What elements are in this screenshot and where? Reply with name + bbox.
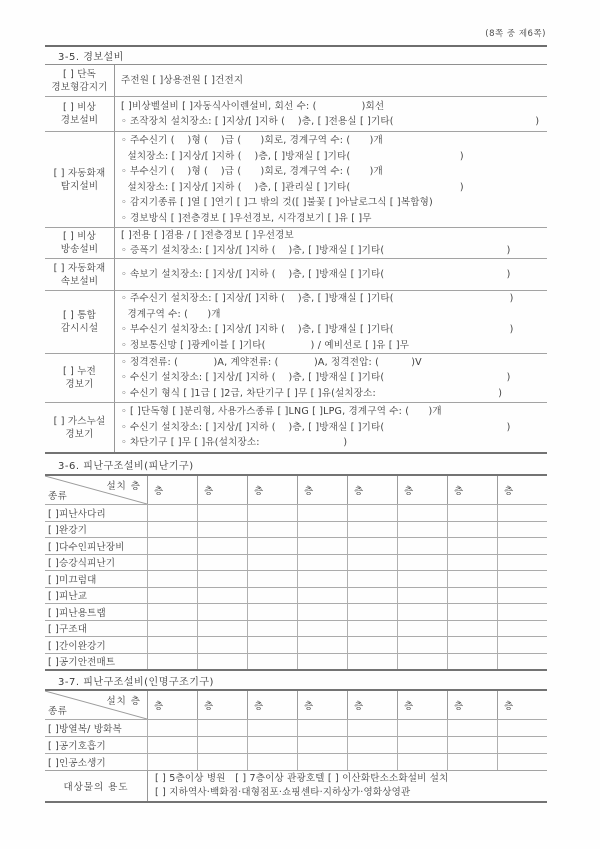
field-line[interactable]: 경계구역 수: ( )개	[121, 308, 221, 320]
corner-label-type: 종류	[48, 706, 68, 717]
floor-fill-cell[interactable]	[347, 737, 397, 753]
gas-leak-alarm-checkbox-label[interactable]	[45, 403, 115, 452]
floor-fill-cell[interactable]	[497, 571, 547, 587]
floor-fill-cell[interactable]	[297, 720, 347, 736]
floor-fill-cell[interactable]	[497, 538, 547, 554]
section-3-6-title: 3-6. 피난구조설비(피난기구)	[58, 460, 194, 472]
equipment-checkbox-label[interactable]: [ ]인공소생기	[48, 758, 106, 769]
field-line[interactable]: ◦ 조작장치 설치장소: [ ]지상/[ ]지하 ( )층, [ ]전용실 [ ]기타( )	[121, 116, 540, 127]
escape-row-descending-device	[45, 521, 547, 538]
floor-fill-cell[interactable]	[347, 754, 397, 770]
life-rescue-table	[45, 689, 547, 803]
label-line-2: 경보설비	[60, 115, 99, 126]
diagonal-corner-cell	[45, 476, 147, 504]
floor-fill-cell[interactable]	[297, 555, 347, 571]
floor-fill-cell[interactable]	[397, 588, 447, 604]
row-gas-leak-alarm	[45, 403, 547, 452]
field-line[interactable]: 설치장소: [ ]지상/[ ]지하 ( )층, [ ]방재실 [ ]기타( )	[121, 150, 464, 162]
floor-fill-cell[interactable]	[247, 720, 297, 736]
floor-fill-cell[interactable]	[447, 522, 497, 538]
floor-header-cell[interactable]: 층	[197, 691, 247, 719]
field-line[interactable]: ◦ 경보방식 [ ]전층경보 [ ]우선경보, 시각경보기 [ ]유 [ ]무	[121, 212, 372, 224]
label-line-2: 탐지설비	[60, 180, 99, 192]
corner-label-type: 종류	[48, 491, 68, 502]
floor-fill-cell[interactable]	[147, 737, 197, 753]
equipment-checkbox-label[interactable]: [ ]간이완강기	[48, 640, 106, 652]
field-line[interactable]: ◦ 정격전류: ( )A, 계약전류: ( )A, 정격전압: ( )V	[121, 356, 422, 368]
page-indicator: (8쪽 중 제6쪽)	[485, 29, 546, 39]
field-line[interactable]: ◦ 부수신기 ( )형 ( )급 ( )회로, 경계구역 수: ( )개	[121, 166, 383, 177]
floor-header-cell[interactable]: 층	[147, 691, 197, 719]
floor-fill-cell[interactable]	[347, 720, 397, 736]
floor-fill-cell[interactable]	[447, 637, 497, 653]
floor-fill-cell[interactable]	[397, 505, 447, 521]
floor-fill-cell[interactable]	[247, 637, 297, 653]
floor-fill-cell[interactable]	[147, 505, 197, 521]
field-line[interactable]: ◦ 주수신기 설치장소: [ ]지상/[ ]지하 ( )층, [ ]방재실 [ ]기타( )	[121, 293, 514, 304]
auto-fire-detection-fields	[115, 132, 547, 227]
field-line[interactable]: 설치장소: [ ]지상/[ ]지하 ( )층, [ ]관리실 [ ]기타( )	[121, 181, 464, 193]
floor-fill-cell[interactable]	[197, 737, 247, 753]
building-usage-label: 대상물의 용도	[63, 782, 129, 793]
floor-fill-cell[interactable]	[397, 604, 447, 620]
emergency-alarm-fields	[115, 97, 547, 131]
label-line-1: [ ] 비상	[62, 231, 96, 242]
floor-fill-cell[interactable]	[447, 538, 497, 554]
floor-fill-cell[interactable]	[247, 538, 297, 554]
floor-fill-cell[interactable]	[497, 555, 547, 571]
auto-fire-detection-checkbox-label[interactable]	[45, 132, 115, 227]
standalone-detector-checkbox-label[interactable]	[45, 65, 115, 96]
floor-fill-cell[interactable]	[397, 571, 447, 587]
floor-fill-cell[interactable]	[347, 621, 397, 637]
floor-fill-cell[interactable]	[197, 637, 247, 653]
floor-fill-cell[interactable]	[447, 588, 497, 604]
floor-fill-cell[interactable]	[397, 654, 447, 670]
diagonal-corner-cell	[45, 691, 147, 719]
escape-row-trap	[45, 603, 547, 620]
floor-header-cell[interactable]: 층	[147, 476, 197, 504]
escape-row-elevator-type	[45, 554, 547, 571]
floor-fill-cell[interactable]	[197, 538, 247, 554]
standalone-detector-fields	[115, 65, 547, 96]
escape-row-ladder	[45, 504, 547, 521]
field-line[interactable]: ◦ 정보통신망 [ ]광케이블 [ ]기타( ) / 예비선로 [ ]유 [ ]무	[121, 339, 410, 351]
form-content	[45, 45, 547, 803]
floor-fill-cell[interactable]	[247, 604, 297, 620]
escape-row-bridge	[45, 587, 547, 604]
floor-fill-cell[interactable]	[397, 522, 447, 538]
field-line[interactable]: ◦ [ ]단독형 [ ]분리형, 사용가스종류 [ ]LNG [ ]LPG, 경계구역 수: ( )개	[121, 406, 442, 418]
floor-header-cell[interactable]: 층	[347, 476, 397, 504]
equipment-checkbox-label[interactable]: [ ]구조대	[48, 624, 88, 636]
corner-label-floor: 설치 층	[106, 696, 141, 707]
emergency-broadcast-fields	[115, 228, 547, 258]
field-line[interactable]: ◦ 수신기 형식 [ ]1급 [ ]2급, 차단기구 [ ]무 [ ]유(설치장소: )	[121, 387, 503, 399]
equipment-checkbox-label[interactable]: [ ]완강기	[48, 525, 88, 537]
floor-fill-cell[interactable]	[397, 754, 447, 770]
floor-header-cell[interactable]: 층	[297, 476, 347, 504]
floor-header-cell[interactable]: 층	[297, 691, 347, 719]
equipment-checkbox-label[interactable]: [ ]피난교	[48, 591, 88, 603]
floor-fill-cell[interactable]	[197, 754, 247, 770]
floor-fill-cell[interactable]	[397, 720, 447, 736]
floor-fill-cell[interactable]	[197, 621, 247, 637]
floor-fill-cell[interactable]	[497, 604, 547, 620]
floor-header-cell[interactable]: 층	[397, 691, 447, 719]
row-auto-fire-detection	[45, 132, 547, 228]
field-line[interactable]: [ ]전용 [ ]겸용 / [ ]전층경보 [ ]우선경보	[121, 230, 294, 241]
field-line[interactable]: ◦ 수신기 설치장소: [ ]지상/[ ]지하 ( )층, [ ]방재실 [ ]기타( )	[121, 421, 511, 433]
floor-fill-cell[interactable]	[497, 588, 547, 604]
label-line-1: [ ] 누전	[62, 366, 96, 377]
label-line-1: [ ] 단독	[62, 68, 96, 80]
floor-fill-cell[interactable]	[147, 522, 197, 538]
floor-fill-cell[interactable]	[497, 637, 547, 653]
auto-fire-report-fields	[115, 259, 547, 290]
floor-fill-cell[interactable]	[147, 637, 197, 653]
floor-fill-cell[interactable]	[297, 754, 347, 770]
floor-fill-cell[interactable]	[197, 720, 247, 736]
floor-fill-cell[interactable]	[147, 720, 197, 736]
floor-header-cell[interactable]: 층	[347, 691, 397, 719]
floor-fill-cell[interactable]	[247, 505, 297, 521]
floor-fill-cell[interactable]	[447, 571, 497, 587]
floor-fill-cell[interactable]	[347, 637, 397, 653]
equipment-checkbox-label[interactable]: [ ]피난용트랩	[48, 607, 106, 619]
equipment-checkbox-label[interactable]: [ ]다수인피난장비	[48, 541, 125, 553]
floor-header-cell[interactable]: 층	[247, 691, 297, 719]
floor-fill-cell[interactable]	[497, 720, 547, 736]
gas-leak-alarm-fields	[115, 403, 547, 452]
floor-fill-cell[interactable]	[347, 555, 397, 571]
floor-fill-cell[interactable]	[347, 505, 397, 521]
floor-fill-cell[interactable]	[497, 654, 547, 670]
floor-fill-cell[interactable]	[397, 737, 447, 753]
floor-fill-cell[interactable]	[347, 571, 397, 587]
floor-fill-cell[interactable]	[297, 538, 347, 554]
equipment-checkbox-label[interactable]: [ ]승강식피난기	[48, 558, 116, 570]
field-line[interactable]: ◦ 부수신기 설치장소: [ ]지상/[ ]지하 ( )층, [ ]방재실 [ ]기타( )	[121, 324, 514, 335]
field-line[interactable]: 주전원 [ ]상용전원 [ ]건전지	[121, 74, 244, 86]
escape-row-slide	[45, 570, 547, 587]
floor-fill-cell[interactable]	[297, 588, 347, 604]
floor-fill-cell[interactable]	[247, 588, 297, 604]
alarm-equipment-table	[45, 65, 547, 454]
emergency-alarm-checkbox-label[interactable]	[45, 97, 115, 131]
equipment-checkbox-label[interactable]: [ ]미끄럼대	[48, 574, 97, 586]
floor-fill-cell[interactable]	[347, 522, 397, 538]
label-line-2: 경보기	[65, 379, 94, 390]
floor-fill-cell[interactable]	[197, 571, 247, 587]
floor-header-cell[interactable]: 층	[247, 476, 297, 504]
floor-fill-cell[interactable]	[247, 522, 297, 538]
floor-fill-cell[interactable]	[247, 654, 297, 670]
escape-row-multi-person	[45, 537, 547, 554]
floor-fill-cell[interactable]	[147, 654, 197, 670]
label-line-2: 경보기	[65, 428, 94, 440]
rescue-row-resuscitator	[45, 753, 547, 770]
label-line-2: 경보형감지기	[51, 81, 108, 93]
floor-fill-cell[interactable]	[447, 654, 497, 670]
rescue-row-heat-protective-clothing	[45, 719, 547, 736]
floor-header-cell[interactable]: 층	[447, 476, 497, 504]
floor-fill-cell[interactable]	[297, 505, 347, 521]
field-line[interactable]: [ ]비상벨설비 [ ]자동식사이렌설비, 회선 수: ( )회선	[121, 100, 385, 112]
floor-fill-cell[interactable]	[147, 555, 197, 571]
leakage-alarm-fields	[115, 354, 547, 402]
label-line-2: 속보설비	[60, 275, 99, 287]
floor-fill-cell[interactable]	[447, 720, 497, 736]
floor-header-cell[interactable]: 층	[497, 691, 547, 719]
floor-fill-cell[interactable]	[447, 604, 497, 620]
floor-fill-cell[interactable]	[497, 522, 547, 538]
row-standalone-detector	[45, 65, 547, 97]
corner-label-floor: 설치 층	[106, 481, 141, 492]
floor-fill-cell[interactable]	[197, 604, 247, 620]
emergency-broadcast-checkbox-label[interactable]	[45, 228, 115, 258]
floor-fill-cell[interactable]	[197, 588, 247, 604]
field-line[interactable]: ◦ 증폭기 설치장소: [ ]지상/[ ]지하 ( )층, [ ]방재실 [ ]기타( )	[121, 245, 511, 256]
field-line[interactable]: ◦ 주수신기 ( )형 ( )급 ( )회로, 경계구역 수: ( )개	[121, 135, 383, 146]
escape-row-air-mat	[45, 653, 547, 670]
floor-header-cell[interactable]: 층	[397, 476, 447, 504]
building-usage-fields	[147, 771, 547, 801]
floor-fill-cell[interactable]	[297, 571, 347, 587]
floor-fill-cell[interactable]	[347, 654, 397, 670]
floor-fill-cell[interactable]	[247, 621, 297, 637]
row-emergency-broadcast	[45, 228, 547, 259]
floor-header-cell[interactable]: 층	[197, 476, 247, 504]
floor-fill-cell[interactable]	[247, 737, 297, 753]
row-emergency-alarm	[45, 97, 547, 132]
floor-fill-cell[interactable]	[347, 604, 397, 620]
floor-fill-cell[interactable]	[297, 522, 347, 538]
integrated-monitoring-checkbox-label[interactable]	[45, 291, 115, 353]
section-3-5-title: 3-5. 경보설비	[45, 45, 547, 65]
floor-fill-cell[interactable]	[147, 588, 197, 604]
floor-fill-cell[interactable]	[497, 621, 547, 637]
field-line[interactable]: ◦ 수신기 설치장소: [ ]지상/[ ]지하 ( )층, [ ]방재실 [ ]기타( )	[121, 372, 511, 384]
floor-fill-cell[interactable]	[147, 538, 197, 554]
equipment-checkbox-label[interactable]: [ ]피난사다리	[48, 508, 106, 520]
floor-fill-cell[interactable]	[297, 637, 347, 653]
floor-fill-cell[interactable]	[447, 505, 497, 521]
escape-apparatus-header	[45, 476, 547, 504]
row-integrated-monitoring	[45, 291, 547, 354]
floor-fill-cell[interactable]	[347, 588, 397, 604]
floor-fill-cell[interactable]	[397, 555, 447, 571]
usage-checkbox-line[interactable]: [ ] 지하역사·백화점·대형점포·쇼핑센타·지하상가·영화상영관	[155, 787, 411, 798]
floor-fill-cell[interactable]	[397, 621, 447, 637]
floor-fill-cell[interactable]	[197, 522, 247, 538]
floor-fill-cell[interactable]	[247, 754, 297, 770]
auto-fire-report-checkbox-label[interactable]	[45, 259, 115, 290]
field-line[interactable]: ◦ 감지기종류 [ ]열 [ ]연기 [ ]그 밖의 것([ ]불꽃 [ ]아날로그식 [ ]복합형)	[121, 197, 433, 208]
floor-fill-cell[interactable]	[147, 754, 197, 770]
equipment-checkbox-label[interactable]: [ ]공기호흡기	[48, 741, 106, 752]
floor-fill-cell[interactable]	[497, 505, 547, 521]
floor-fill-cell[interactable]	[447, 555, 497, 571]
usage-checkbox-line[interactable]: [ ] 5층이상 병원 [ ] 7층이상 관광호텔 [ ] 이산화탄소소화설비 설치	[155, 773, 449, 784]
floor-fill-cell[interactable]	[397, 538, 447, 554]
floor-header-cell[interactable]: 층	[447, 691, 497, 719]
row-auto-fire-report	[45, 259, 547, 291]
label-line-2: 방송설비	[60, 244, 99, 255]
floor-fill-cell[interactable]	[347, 538, 397, 554]
floor-fill-cell[interactable]	[147, 621, 197, 637]
floor-fill-cell[interactable]	[447, 754, 497, 770]
integrated-monitoring-fields	[115, 291, 547, 353]
leakage-alarm-checkbox-label[interactable]	[45, 354, 115, 402]
escape-row-simple-descender	[45, 636, 547, 653]
floor-fill-cell[interactable]	[447, 621, 497, 637]
floor-fill-cell[interactable]	[297, 621, 347, 637]
floor-fill-cell[interactable]	[197, 505, 247, 521]
life-rescue-header	[45, 691, 547, 719]
label-line-1: [ ] 통합	[62, 310, 96, 321]
floor-fill-cell[interactable]	[497, 754, 547, 770]
floor-fill-cell[interactable]	[147, 571, 197, 587]
floor-header-cell[interactable]: 층	[497, 476, 547, 504]
floor-fill-cell[interactable]	[447, 737, 497, 753]
escape-row-chute	[45, 620, 547, 637]
floor-fill-cell[interactable]	[197, 654, 247, 670]
floor-fill-cell[interactable]	[297, 737, 347, 753]
label-line-1: [ ] 비상	[62, 102, 96, 113]
floor-fill-cell[interactable]	[397, 637, 447, 653]
label-line-2: 감시시설	[60, 323, 99, 334]
label-line-1: [ ] 가스누설	[53, 415, 106, 427]
floor-fill-cell[interactable]	[147, 604, 197, 620]
rescue-row-air-respirator	[45, 736, 547, 753]
section-3-7-title: 3-7. 피난구조설비(인명구조기구)	[58, 676, 214, 688]
label-line-1: [ ] 자동화재	[53, 262, 106, 274]
floor-fill-cell[interactable]	[297, 604, 347, 620]
floor-fill-cell[interactable]	[497, 737, 547, 753]
building-usage-row	[45, 770, 547, 801]
floor-fill-cell[interactable]	[197, 555, 247, 571]
escape-apparatus-table	[45, 474, 547, 671]
field-line[interactable]: ◦ 차단기구 [ ]무 [ ]유(설치장소: )	[121, 437, 348, 449]
equipment-checkbox-label[interactable]: [ ]공기안전매트	[48, 657, 116, 669]
floor-fill-cell[interactable]	[247, 555, 297, 571]
equipment-checkbox-label[interactable]: [ ]방열복/ 방화복	[48, 724, 122, 735]
floor-fill-cell[interactable]	[297, 654, 347, 670]
floor-fill-cell[interactable]	[247, 571, 297, 587]
field-line[interactable]: ◦ 속보기 설치장소: [ ]지상/[ ]지하 ( )층, [ ]방재실 [ ]기타( )	[121, 268, 511, 280]
label-line-1: [ ] 자동화재	[53, 167, 106, 179]
row-leakage-alarm	[45, 354, 547, 403]
